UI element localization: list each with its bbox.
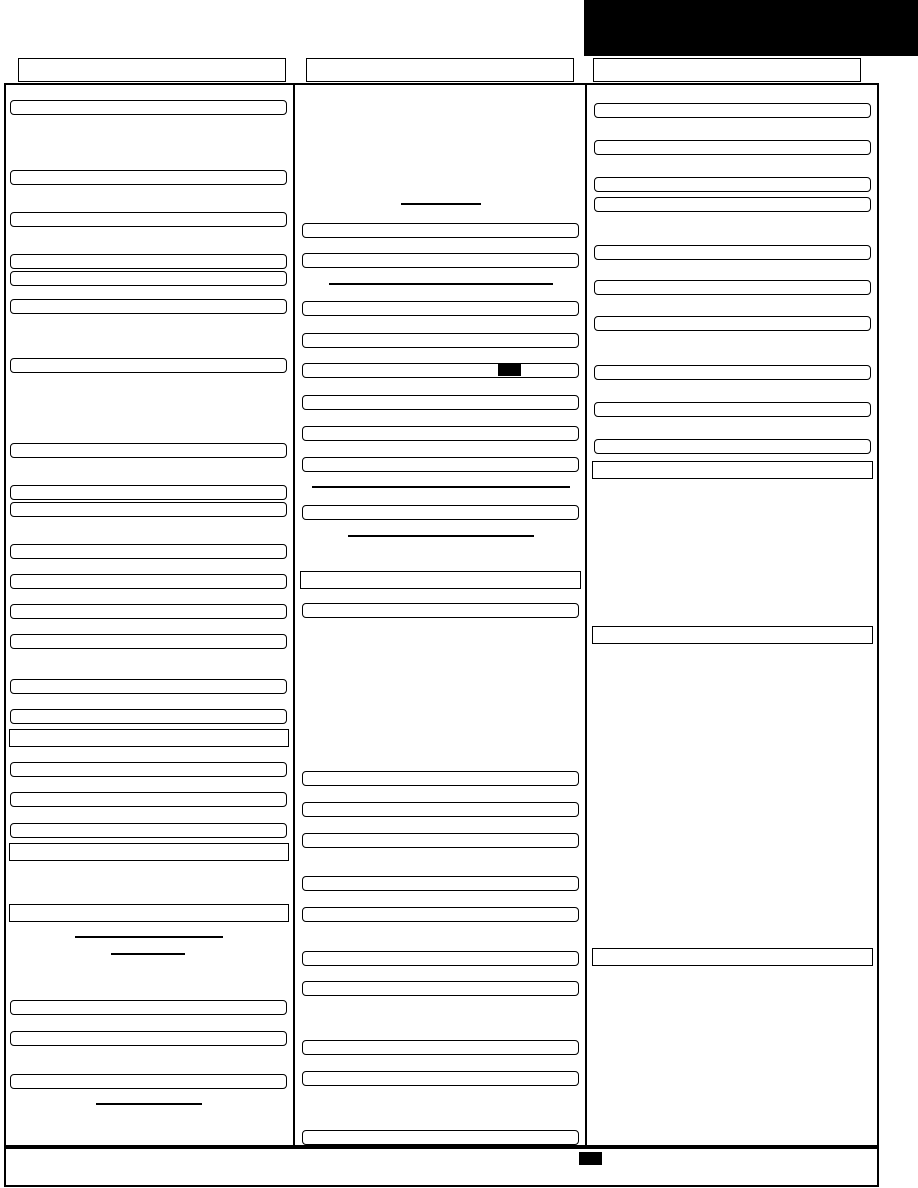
section-bar: [9, 729, 289, 747]
corner-title-block: [584, 0, 918, 56]
form-field[interactable]: [302, 395, 579, 410]
column-divider-right: [585, 83, 587, 1147]
underline-rule: [348, 535, 534, 537]
form-field[interactable]: [10, 604, 287, 619]
form-field[interactable]: [302, 876, 579, 891]
form-field[interactable]: [594, 402, 871, 417]
form-field[interactable]: [302, 771, 579, 786]
form-field[interactable]: [594, 140, 871, 155]
form-field[interactable]: [594, 316, 871, 331]
underline-rule: [401, 203, 481, 205]
form-field[interactable]: [10, 823, 287, 838]
underline-rule: [329, 283, 553, 285]
form-field[interactable]: [302, 951, 579, 966]
form-field[interactable]: [10, 358, 287, 373]
form-field[interactable]: [302, 253, 579, 268]
form-field[interactable]: [302, 333, 579, 348]
form-field[interactable]: [302, 833, 579, 848]
form-field[interactable]: [10, 299, 287, 314]
section-bar: [592, 461, 873, 479]
form-field[interactable]: [302, 1040, 579, 1055]
section-bar: [300, 571, 581, 589]
form-field[interactable]: [594, 177, 871, 192]
form-field[interactable]: [302, 981, 579, 996]
form-field[interactable]: [10, 502, 287, 517]
form-field[interactable]: [10, 544, 287, 559]
form-field[interactable]: [10, 254, 287, 269]
form-field[interactable]: [10, 485, 287, 500]
form-field[interactable]: [302, 301, 579, 316]
section-bar: [9, 904, 289, 922]
section-bar: [9, 843, 289, 861]
form-field[interactable]: [10, 212, 287, 227]
form-field[interactable]: [10, 792, 287, 807]
form-field[interactable]: [10, 170, 287, 185]
form-field[interactable]: [302, 223, 579, 238]
form-field[interactable]: [10, 634, 287, 649]
underline-rule: [75, 936, 223, 938]
form-field[interactable]: [302, 457, 579, 472]
form-field[interactable]: [594, 245, 871, 260]
form-field[interactable]: [10, 1074, 287, 1089]
form-field[interactable]: [594, 197, 871, 212]
form-field[interactable]: [594, 365, 871, 380]
form-field[interactable]: [302, 1130, 579, 1145]
form-field[interactable]: [594, 280, 871, 295]
form-field[interactable]: [10, 443, 287, 458]
underline-rule: [312, 486, 570, 488]
form-field[interactable]: [10, 1000, 287, 1015]
column-divider-left: [293, 83, 295, 1147]
underline-rule: [96, 1103, 202, 1105]
section-bar: [592, 948, 873, 966]
form-field[interactable]: [594, 103, 871, 118]
form-field[interactable]: [10, 762, 287, 777]
form-field[interactable]: [10, 271, 287, 286]
form-field[interactable]: [302, 603, 579, 618]
form-field[interactable]: [302, 426, 579, 441]
form-field[interactable]: [10, 1031, 287, 1046]
form-field[interactable]: [10, 574, 287, 589]
underline-rule: [111, 953, 185, 955]
column-2-header: [306, 58, 574, 82]
form-field[interactable]: [10, 709, 287, 724]
form-field[interactable]: [302, 802, 579, 817]
form-field[interactable]: [594, 439, 871, 454]
column-3-header: [593, 58, 861, 82]
footer-marker: [579, 1152, 602, 1165]
form-field[interactable]: [10, 100, 287, 115]
form-field[interactable]: [302, 363, 579, 378]
form-field[interactable]: [10, 679, 287, 694]
section-bar: [592, 626, 873, 644]
form-field[interactable]: [302, 907, 579, 922]
form-field[interactable]: [302, 1071, 579, 1086]
form-field[interactable]: [302, 505, 579, 520]
column-1-header: [18, 58, 286, 82]
field-marker: [498, 364, 521, 376]
form-footer: [4, 1147, 879, 1187]
